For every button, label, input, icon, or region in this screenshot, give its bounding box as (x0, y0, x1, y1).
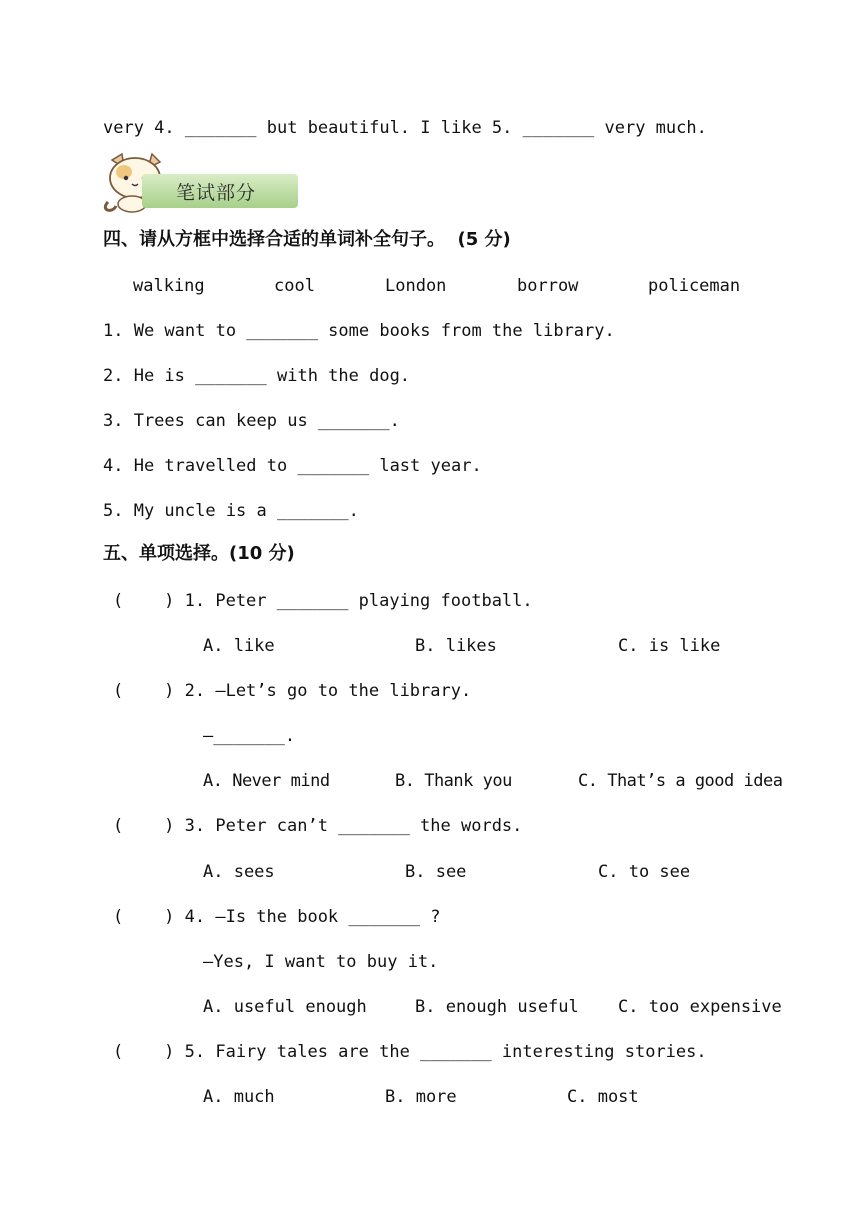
fill-item-2: 2. He is _______ with the dog. (103, 366, 411, 386)
question-3-option-a: A. sees (203, 862, 275, 882)
question-4-option-b: B. enough useful (415, 997, 579, 1017)
banner-label: 笔试部分 (176, 182, 257, 204)
top-line: very 4. _______ but beautiful. I like 5. _______ very much. (103, 118, 707, 138)
fill-item-5: 5. My uncle is a _______. (103, 501, 359, 521)
section4-heading: 四、请从方框中选择合适的单词补全句子。 (5 分) (103, 229, 511, 250)
question-5-option-a: A. much (203, 1087, 275, 1107)
question-2-option-c: C. That’s a good idea (578, 771, 783, 791)
question-5-stem: ( ) 5. Fairy tales are the _______ interesting stories. (113, 1042, 707, 1062)
question-1-option-a: A. like (203, 636, 275, 656)
fill-item-4: 4. He travelled to _______ last year. (103, 456, 482, 476)
question-3-option-b: B. see (405, 862, 467, 882)
question-4-option-a: A. useful enough (203, 997, 367, 1017)
question-1-option-c: C. is like (618, 636, 721, 656)
question-2-reply: —_______. (203, 726, 296, 746)
word-bank-item: London (385, 276, 447, 296)
question-2-option-a: A. Never mind (203, 771, 330, 791)
section-banner (102, 152, 302, 214)
question-2-stem: ( ) 2. —Let’s go to the library. (113, 681, 472, 701)
question-3-stem: ( ) 3. Peter can’t _______ the words. (113, 816, 523, 836)
question-2-option-b: B. Thank you (395, 771, 512, 791)
question-1-stem: ( ) 1. Peter _______ playing football. (113, 591, 533, 611)
word-bank-item: borrow (517, 276, 579, 296)
question-4-option-c: C. too expensive (618, 997, 782, 1017)
question-5-option-c: C. most (567, 1087, 639, 1107)
question-4-stem: ( ) 4. —Is the book _______ ? (113, 907, 441, 927)
section5-heading: 五、单项选择。(10 分) (103, 543, 295, 564)
fill-item-3: 3. Trees can keep us _______. (103, 411, 400, 431)
question-3-option-c: C. to see (598, 862, 691, 882)
question-1-option-b: B. likes (415, 636, 497, 656)
fill-item-1: 1. We want to _______ some books from the library. (103, 321, 615, 341)
word-bank-item: cool (274, 276, 315, 296)
word-bank-item: walking (133, 276, 205, 296)
word-bank-item: policeman (648, 276, 741, 296)
question-5-option-b: B. more (385, 1087, 457, 1107)
question-4-reply: —Yes, I want to buy it. (203, 952, 439, 972)
